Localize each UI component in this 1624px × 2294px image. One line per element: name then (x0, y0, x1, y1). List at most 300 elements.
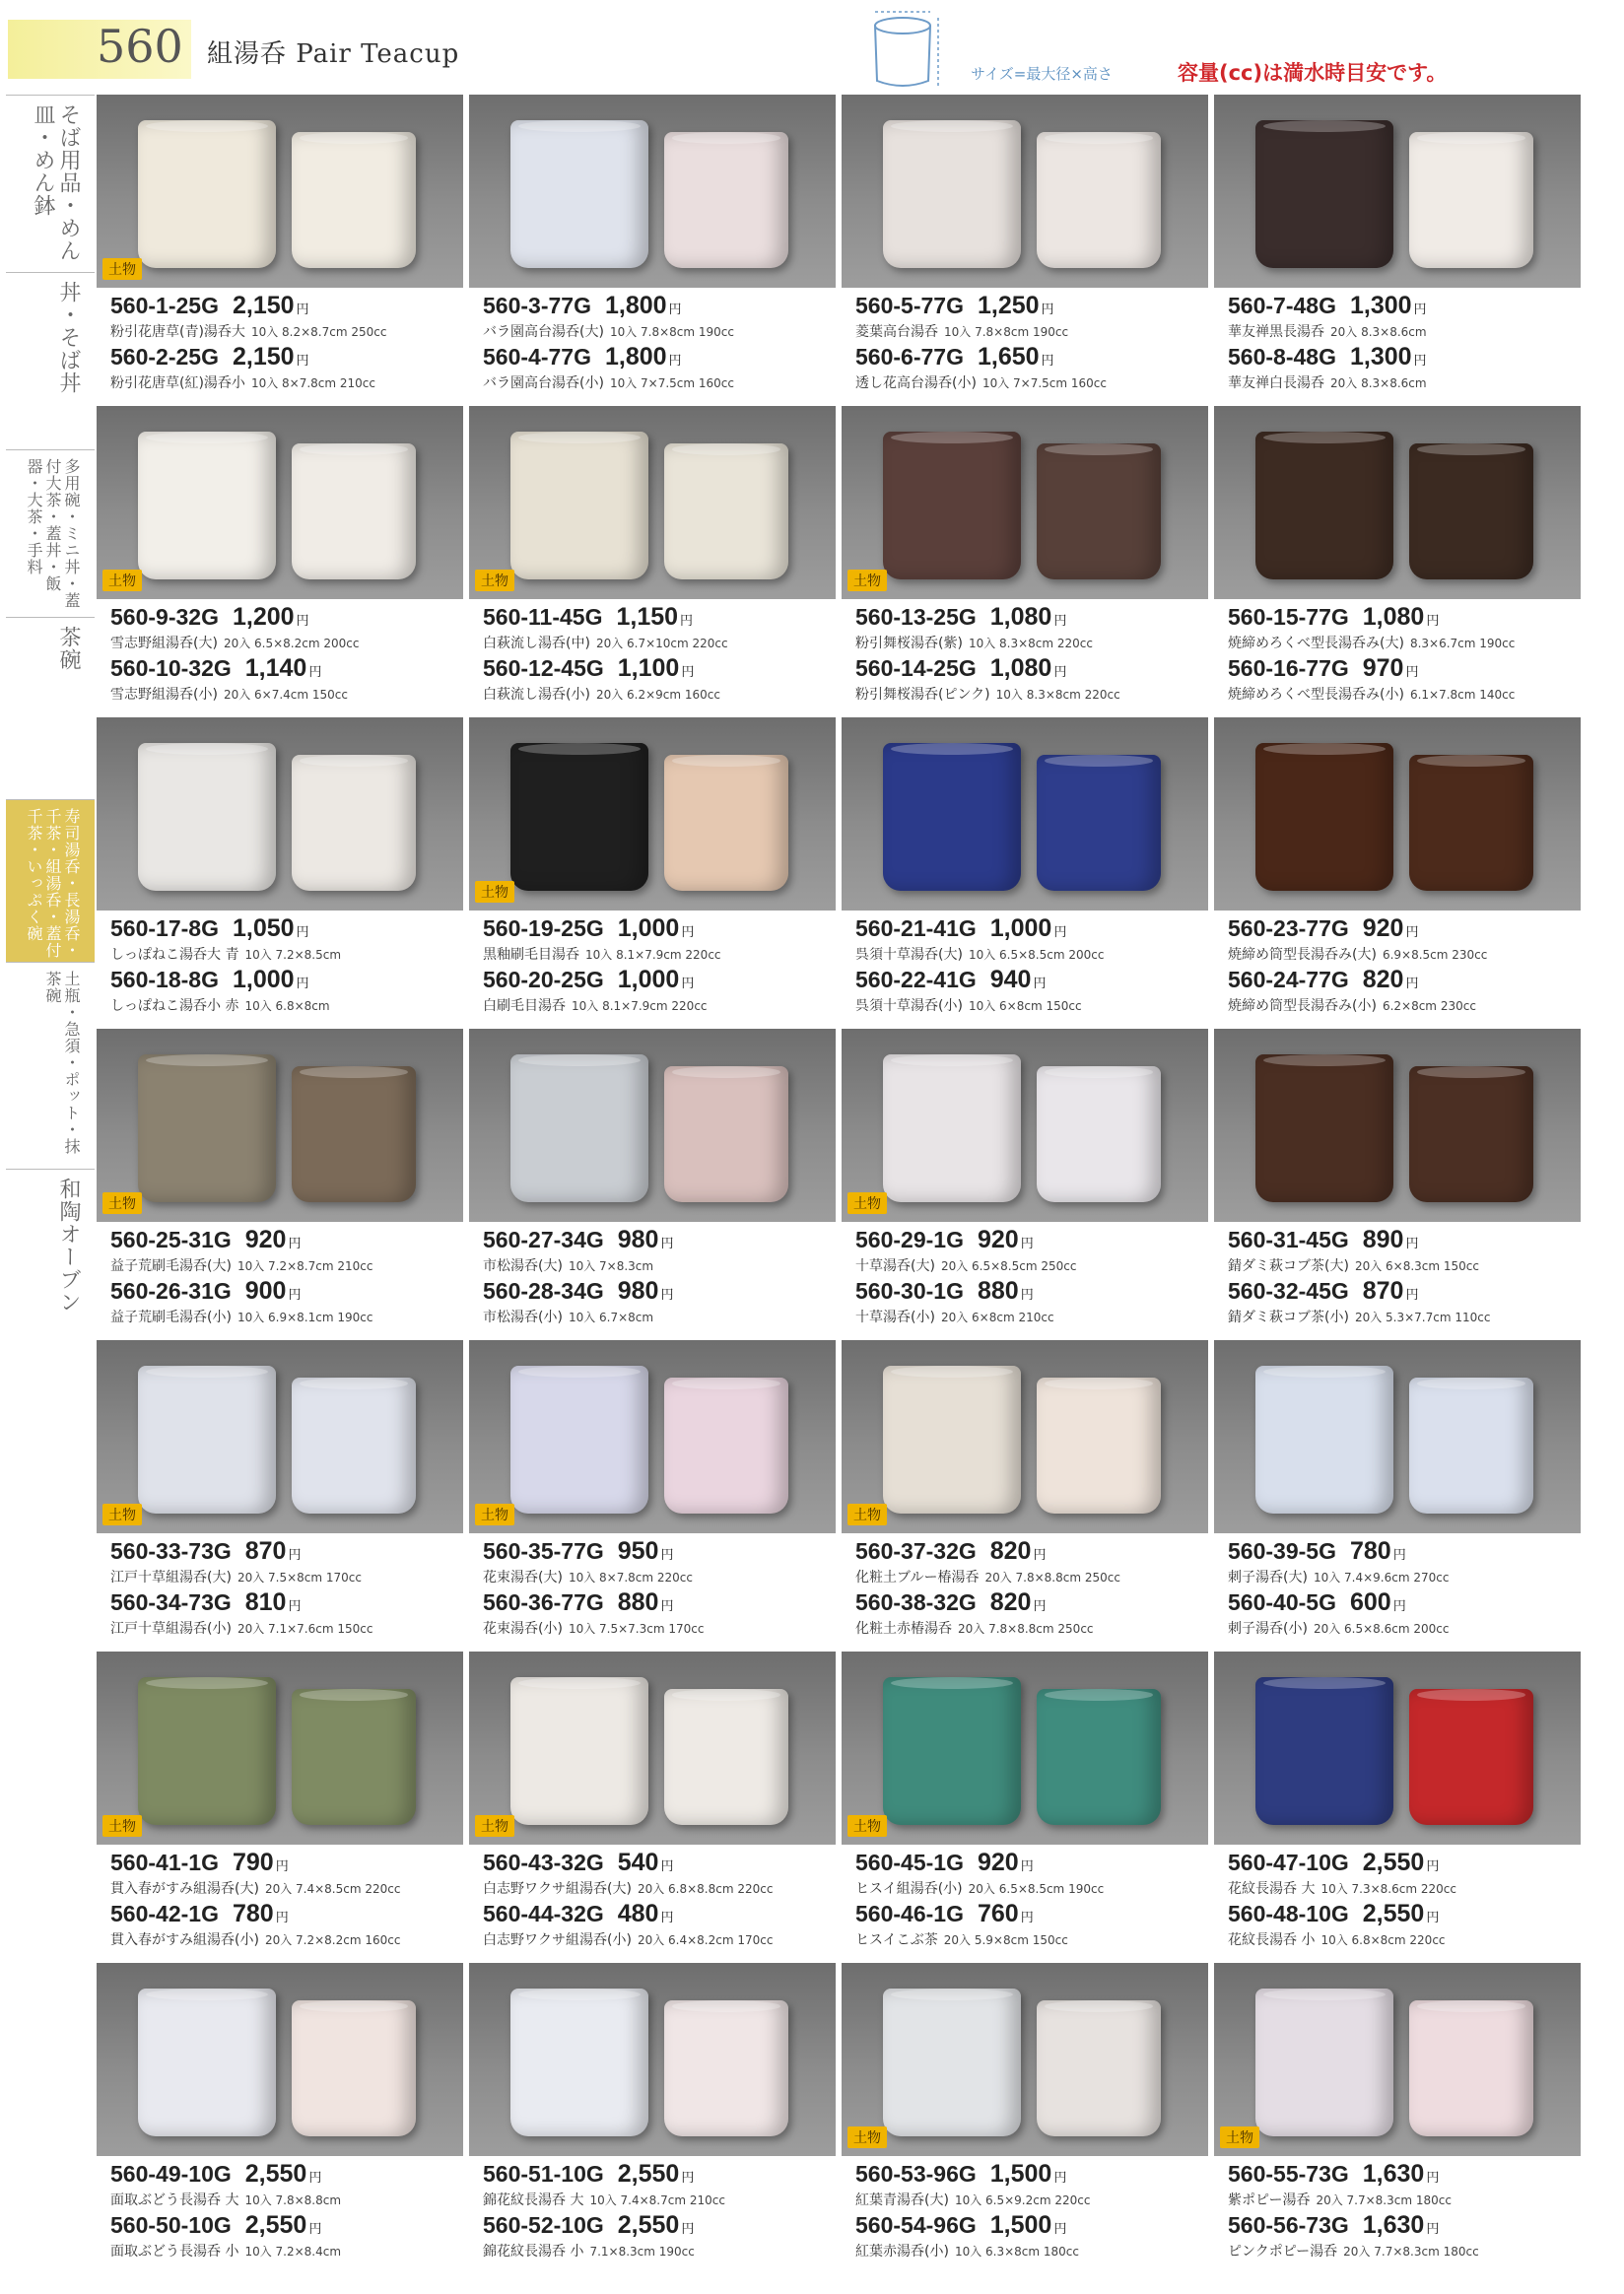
product-price: 980 円 (617, 1277, 674, 1305)
product-info (855, 1849, 1206, 1951)
product-code: 560-37-32G (855, 1538, 977, 1564)
product-card[interactable] (97, 406, 463, 717)
product-price: 1,000 円 (617, 914, 695, 942)
product-variant (1228, 1537, 1579, 1588)
product-name: 呉須十草湯呑(小) 10入 6×8cm 150cc (855, 998, 1082, 1014)
product-price: 760 円 (977, 1900, 1034, 1927)
product-info (855, 914, 1206, 1017)
product-price: 2,550 円 (1362, 1849, 1440, 1876)
product-price: 900 円 (244, 1277, 302, 1305)
product-code: 560-48-10G (1228, 1901, 1349, 1926)
product-spec: 10入 7.2×8.5cm (244, 948, 342, 962)
product-price: 2,550 円 (244, 2211, 322, 2239)
yen-suffix: 円 (275, 1858, 289, 1873)
product-card[interactable] (469, 1652, 836, 1963)
product-code: 560-1-25G (110, 293, 219, 318)
product-photo (842, 717, 1208, 911)
product-variant (855, 1900, 1206, 1951)
yen-suffix: 円 (681, 976, 695, 990)
side-nav-section[interactable] (6, 617, 95, 800)
product-code: 560-6-77G (855, 344, 964, 370)
product-variant (1228, 292, 1579, 343)
product-spec: 20入 6.5×8.5cm 250cc (940, 1259, 1077, 1273)
yen-suffix: 円 (296, 302, 309, 316)
teacup-image (138, 1054, 276, 1202)
product-spec: 20入 5.9×8cm 150cc (943, 1933, 1068, 1947)
product-spec: 20入 6.4×8.2cm 170cc (637, 1933, 774, 1947)
product-name: 錦花紋長湯呑 大 10入 7.4×8.7cm 210cc (483, 2193, 725, 2208)
product-variant (855, 2160, 1206, 2211)
product-spec: 20入 6×7.4cm 150cc (223, 688, 348, 702)
product-name: ピンクポピー湯呑 20入 7.7×8.3cm 180cc (1228, 2244, 1479, 2260)
page-title: 組湯呑 Pair Teacup (207, 39, 460, 69)
product-spec: 10入 8.1×7.9cm 220cc (585, 948, 721, 962)
product-photo (97, 1029, 463, 1222)
product-code: 560-24-77G (1228, 967, 1349, 992)
yen-suffix: 円 (1053, 2170, 1067, 2185)
product-code: 560-13-25G (855, 604, 977, 630)
product-spec: 10入 6.8×8cm 220cc (1320, 1933, 1446, 1947)
product-variant (855, 654, 1206, 706)
product-price: 1,300 円 (1349, 292, 1427, 319)
product-code: 560-4-77G (483, 344, 591, 370)
product-variant (1228, 654, 1579, 706)
product-variant (110, 966, 461, 1017)
product-price: 1,630 円 (1362, 2211, 1440, 2239)
earthenware-badge: 土物 (847, 2126, 887, 2148)
product-card[interactable] (1214, 1340, 1581, 1652)
teacup-image (664, 755, 788, 891)
product-variant (483, 1226, 834, 1277)
product-code: 560-42-1G (110, 1901, 219, 1926)
product-price: 480 円 (617, 1900, 674, 1927)
product-photo (97, 1963, 463, 2156)
product-variant (483, 654, 834, 706)
product-price: 2,550 円 (617, 2160, 695, 2188)
product-variant (483, 1277, 834, 1328)
yen-suffix: 円 (1405, 976, 1419, 990)
product-price: 1,800 円 (604, 343, 682, 371)
product-price: 820 円 (989, 1537, 1047, 1565)
product-code: 560-2-25G (110, 344, 219, 370)
product-variant (1228, 2211, 1579, 2262)
product-code: 560-19-25G (483, 915, 604, 941)
product-info (855, 1537, 1206, 1640)
product-card[interactable] (97, 1029, 463, 1340)
product-info (855, 292, 1206, 394)
product-card[interactable] (469, 1340, 836, 1652)
side-nav-label: 土瓶・急須・ポット・抹茶碗 (43, 971, 81, 1155)
product-card[interactable] (1214, 1963, 1581, 2274)
product-card[interactable] (469, 406, 836, 717)
product-code: 560-43-32G (483, 1850, 604, 1875)
yen-suffix: 円 (288, 1598, 302, 1613)
teacup-image (1409, 443, 1533, 579)
side-nav-section[interactable] (6, 272, 95, 450)
teacup-image (292, 1066, 416, 1202)
product-name: ヒスイこぶ茶 20入 5.9×8cm 150cc (855, 1932, 1068, 1948)
product-name: 面取ぶどう長湯呑 大 10入 7.8×8.8cm (110, 2193, 342, 2208)
product-code: 560-21-41G (855, 915, 977, 941)
product-spec: 20入 7.7×8.3cm 180cc (1316, 2193, 1452, 2207)
product-info (483, 1849, 834, 1951)
product-variant (1228, 1226, 1579, 1277)
yen-suffix: 円 (1033, 1547, 1047, 1562)
product-variant (855, 2211, 1206, 2262)
yen-suffix: 円 (1041, 302, 1054, 316)
yen-suffix: 円 (660, 1287, 674, 1302)
product-card[interactable] (97, 1963, 463, 2274)
product-info (1228, 2160, 1579, 2262)
earthenware-badge: 土物 (847, 1192, 887, 1214)
product-card[interactable] (842, 1652, 1208, 1963)
product-price: 920 円 (1362, 914, 1419, 942)
product-card[interactable] (97, 1340, 463, 1652)
product-spec: 10入 7.2×8.4cm (244, 2245, 342, 2259)
product-spec: 20入 7.7×8.3cm 180cc (1343, 2245, 1479, 2259)
product-code: 560-31-45G (1228, 1227, 1349, 1252)
product-price: 2,550 円 (617, 2211, 695, 2239)
earthenware-badge: 土物 (847, 570, 887, 591)
product-name: 化粧土ブルー椿湯呑 20入 7.8×8.8cm 250cc (855, 1570, 1120, 1586)
teacup-image (883, 1366, 1021, 1514)
product-code: 560-7-48G (1228, 293, 1336, 318)
product-price: 1,250 円 (977, 292, 1054, 319)
product-spec: 10入 7.5×7.3cm 170cc (568, 1622, 705, 1636)
product-info (483, 292, 834, 394)
teacup-image (510, 1677, 648, 1825)
yen-suffix: 円 (1405, 924, 1419, 939)
product-code: 560-52-10G (483, 2212, 604, 2238)
side-nav-section[interactable] (6, 95, 95, 273)
product-card[interactable] (1214, 1652, 1581, 1963)
product-spec: 20入 5.3×7.7cm 110cc (1354, 1311, 1491, 1324)
product-spec: 10入 7×8.3cm (568, 1259, 654, 1273)
product-spec: 20入 7.4×8.5cm 220cc (264, 1882, 401, 1896)
product-code: 560-28-34G (483, 1278, 604, 1304)
product-variant (483, 1849, 834, 1900)
product-card[interactable] (469, 1963, 836, 2274)
product-card[interactable] (842, 95, 1208, 406)
product-price: 1,050 円 (232, 914, 309, 942)
product-code: 560-54-96G (855, 2212, 977, 2238)
side-nav-label: 寿司湯呑・長湯呑・千茶・組湯呑・蓋付千茶・いっぷく碗 (25, 808, 81, 959)
product-name: 市松湯呑(大) 10入 7×8.3cm (483, 1258, 654, 1274)
yen-suffix: 円 (1020, 1287, 1034, 1302)
product-spec: 10入 8×7.8cm 220cc (568, 1571, 693, 1585)
product-card[interactable] (1214, 406, 1581, 717)
product-photo (842, 1963, 1208, 2156)
product-card[interactable] (469, 717, 836, 1029)
product-code: 560-29-1G (855, 1227, 964, 1252)
product-spec: 10入 7.8×8.8cm (244, 2193, 342, 2207)
teacup-image (883, 120, 1021, 268)
product-price: 920 円 (977, 1226, 1034, 1253)
product-price: 780 円 (232, 1900, 289, 1927)
product-code: 560-5-77G (855, 293, 964, 318)
product-name: ヒスイ組湯呑(小) 20入 6.5×8.5cm 190cc (855, 1881, 1105, 1897)
product-name: 粉引舞桜湯呑(紫) 10入 8.3×8cm 220cc (855, 636, 1093, 651)
product-variant (855, 1277, 1206, 1328)
product-card[interactable] (1214, 1029, 1581, 1340)
product-code: 560-50-10G (110, 2212, 232, 2238)
product-spec: 10入 8.1×7.9cm 220cc (572, 999, 708, 1013)
product-spec: 20入 6.7×10cm 220cc (595, 637, 728, 650)
product-spec: 10入 8×7.8cm 210cc (250, 376, 375, 390)
product-name: 雪志野組湯呑(大) 20入 6.5×8.2cm 200cc (110, 636, 360, 651)
product-card[interactable] (97, 717, 463, 1029)
side-nav-label: そば用品・めん皿・めん鉢 (31, 103, 81, 262)
teacup-image (1409, 2000, 1533, 2136)
product-info (483, 914, 834, 1017)
product-price: 870 円 (244, 1537, 302, 1565)
product-info (855, 603, 1206, 706)
teacup-image (883, 1989, 1021, 2136)
product-price: 1,080 円 (989, 654, 1067, 682)
teacup-image (1037, 1689, 1161, 1825)
product-variant (1228, 1900, 1579, 1951)
product-code: 560-22-41G (855, 967, 977, 992)
product-name: 十草湯呑(大) 20入 6.5×8.5cm 250cc (855, 1258, 1077, 1274)
product-spec: 10入 6.8×8cm (244, 999, 330, 1013)
yen-suffix: 円 (660, 1598, 674, 1613)
product-variant (110, 1277, 461, 1328)
product-price: 600 円 (1349, 1588, 1406, 1616)
product-code: 560-47-10G (1228, 1850, 1349, 1875)
product-price: 1,080 円 (1362, 603, 1440, 631)
product-variant (1228, 1277, 1579, 1328)
product-price: 1,800 円 (604, 292, 682, 319)
product-name: 呉須十草湯呑(大) 10入 6.5×8.5cm 200cc (855, 947, 1105, 963)
yen-suffix: 円 (1033, 1598, 1047, 1613)
teacup-image (664, 1378, 788, 1514)
product-name: しっぽねこ湯呑小 赤 10入 6.8×8cm (110, 998, 330, 1014)
product-price: 1,000 円 (232, 966, 309, 993)
product-code: 560-53-96G (855, 2161, 977, 2187)
product-name: しっぽねこ湯呑大 青 10入 7.2×8.5cm (110, 947, 342, 963)
product-variant (483, 343, 834, 394)
product-card[interactable] (97, 95, 463, 406)
product-info (110, 1849, 461, 1951)
product-photo (469, 95, 836, 288)
product-variant (110, 292, 461, 343)
product-code: 560-18-8G (110, 967, 219, 992)
product-spec: 20入 8.3×8.6cm (1330, 325, 1427, 339)
teacup-image (138, 1677, 276, 1825)
product-code: 560-25-31G (110, 1227, 232, 1252)
page-number: 560 (97, 20, 183, 73)
product-spec: 6.9×8.5cm 230cc (1382, 948, 1488, 962)
yen-suffix: 円 (660, 1858, 674, 1873)
product-price: 790 円 (232, 1849, 289, 1876)
earthenware-badge: 土物 (475, 881, 514, 903)
yen-suffix: 円 (296, 976, 309, 990)
product-price: 920 円 (244, 1226, 302, 1253)
product-name: 錆ダミ萩コブ茶(小) 20入 5.3×7.7cm 110cc (1228, 1310, 1491, 1325)
product-price: 880 円 (977, 1277, 1034, 1305)
product-info (110, 603, 461, 706)
product-variant (110, 1537, 461, 1588)
teacup-image (138, 743, 276, 891)
earthenware-badge: 土物 (102, 570, 142, 591)
product-name: 十草湯呑(小) 20入 6×8cm 210cc (855, 1310, 1054, 1325)
teacup-image (138, 1366, 276, 1514)
teacup-image (664, 2000, 788, 2136)
product-price: 1,500 円 (989, 2211, 1067, 2239)
product-info (1228, 292, 1579, 394)
product-photo (1214, 1340, 1581, 1533)
product-price: 1,650 円 (977, 343, 1054, 371)
product-info (110, 1537, 461, 1640)
product-price: 1,500 円 (989, 2160, 1067, 2188)
product-name: 粉引舞桜湯呑(ピンク) 10入 8.3×8cm 220cc (855, 687, 1120, 703)
product-info (855, 2160, 1206, 2262)
earthenware-badge: 土物 (102, 1192, 142, 1214)
product-card[interactable] (842, 1963, 1208, 2274)
product-price: 2,150 円 (232, 343, 309, 371)
yen-suffix: 円 (1426, 1910, 1440, 1924)
product-code: 560-51-10G (483, 2161, 604, 2187)
earthenware-badge: 土物 (475, 570, 514, 591)
teacup-image (510, 743, 648, 891)
product-code: 560-11-45G (483, 604, 603, 630)
teacup-image (664, 1066, 788, 1202)
product-name: 華友禅白長湯呑 20入 8.3×8.6cm (1228, 375, 1427, 391)
product-info (1228, 603, 1579, 706)
product-spec: 10入 7.4×9.6cm 270cc (1313, 1571, 1450, 1585)
teacup-image (1037, 443, 1161, 579)
product-photo (1214, 1652, 1581, 1845)
product-photo (842, 95, 1208, 288)
product-price: 1,080 円 (989, 603, 1067, 631)
product-card[interactable] (842, 406, 1208, 717)
product-price: 950 円 (617, 1537, 674, 1565)
yen-suffix: 円 (680, 613, 694, 628)
product-card[interactable] (842, 1029, 1208, 1340)
product-code: 560-23-77G (1228, 915, 1349, 941)
teacup-image (292, 1378, 416, 1514)
teacup-image (883, 1677, 1021, 1825)
teacup-image (1255, 1054, 1393, 1202)
product-info (110, 292, 461, 394)
product-photo (97, 717, 463, 911)
product-variant (483, 2211, 834, 2262)
side-nav-section[interactable] (6, 449, 95, 618)
product-name: 花束湯呑(小) 10入 7.5×7.3cm 170cc (483, 1621, 705, 1637)
product-spec: 10入 8.3×8cm 220cc (968, 637, 1093, 650)
earthenware-badge: 土物 (475, 1504, 514, 1525)
product-name: 貫入春がすみ組湯呑(小) 20入 7.2×8.2cm 160cc (110, 1932, 401, 1948)
product-photo (469, 717, 836, 911)
product-code: 560-12-45G (483, 655, 604, 681)
product-card[interactable] (97, 1652, 463, 1963)
product-variant (1228, 966, 1579, 1017)
product-code: 560-27-34G (483, 1227, 604, 1252)
product-price: 820 円 (1362, 966, 1419, 993)
product-code: 560-55-73G (1228, 2161, 1349, 2187)
teacup-image (292, 1689, 416, 1825)
yen-suffix: 円 (296, 924, 309, 939)
product-price: 1,200 円 (232, 603, 309, 631)
yen-suffix: 円 (308, 664, 322, 679)
product-code: 560-17-8G (110, 915, 219, 941)
product-name: 菱葉高台湯呑 10入 7.8×8cm 190cc (855, 324, 1069, 340)
product-info (1228, 1849, 1579, 1951)
product-card[interactable] (1214, 717, 1581, 1029)
teacup-image (1037, 2000, 1161, 2136)
teacup-image (1255, 1366, 1393, 1514)
yen-suffix: 円 (1426, 613, 1440, 628)
product-name: 紫ポピー湯呑 20入 7.7×8.3cm 180cc (1228, 2193, 1452, 2208)
product-spec: 10入 7.8×8cm 190cc (944, 325, 1069, 339)
yen-suffix: 円 (1426, 1858, 1440, 1873)
product-price: 780 円 (1349, 1537, 1406, 1565)
yen-suffix: 円 (660, 1910, 674, 1924)
product-spec: 20入 7.5×8cm 170cc (237, 1571, 362, 1585)
product-photo (1214, 1029, 1581, 1222)
yen-suffix: 円 (1392, 1598, 1406, 1613)
product-card[interactable] (469, 1029, 836, 1340)
yen-suffix: 円 (1020, 1910, 1034, 1924)
product-variant (483, 914, 834, 966)
product-name: 華友禅黒長湯呑 20入 8.3×8.6cm (1228, 324, 1427, 340)
product-name: バラ園高台湯呑(小) 10入 7×7.5cm 160cc (483, 375, 734, 391)
product-name: 市松湯呑(小) 10入 6.7×8cm (483, 1310, 654, 1325)
product-variant (1228, 603, 1579, 654)
product-code: 560-39-5G (1228, 1538, 1336, 1564)
product-info (483, 603, 834, 706)
product-variant (110, 2160, 461, 2211)
capacity-note: 容量(cc)は満水時目安です。 (1178, 61, 1448, 85)
product-name: 白志野ワクサ組湯呑(小) 20入 6.4×8.2cm 170cc (483, 1932, 774, 1948)
side-nav-section[interactable] (6, 962, 95, 1170)
product-code: 560-30-1G (855, 1278, 964, 1304)
teacup-image (664, 132, 788, 268)
product-variant (1228, 1588, 1579, 1640)
product-photo (97, 406, 463, 599)
side-nav-section[interactable] (6, 1169, 95, 1327)
yen-suffix: 円 (1053, 2221, 1067, 2236)
teacup-image (510, 1054, 648, 1202)
product-variant (1228, 914, 1579, 966)
product-name: 化粧土赤椿湯呑 20入 7.8×8.8cm 250cc (855, 1621, 1094, 1637)
yen-suffix: 円 (668, 353, 682, 368)
teacup-image (1037, 132, 1161, 268)
product-variant (1228, 343, 1579, 394)
side-nav-section[interactable] (6, 799, 95, 963)
product-info (110, 1226, 461, 1328)
product-price: 940 円 (989, 966, 1047, 993)
product-card[interactable] (842, 1340, 1208, 1652)
product-card[interactable] (842, 717, 1208, 1029)
product-card[interactable] (469, 95, 836, 406)
product-spec: 10入 6.3×8cm 180cc (954, 2245, 1079, 2259)
yen-suffix: 円 (1053, 924, 1067, 939)
earthenware-badge: 土物 (847, 1815, 887, 1837)
teacup-image (883, 743, 1021, 891)
yen-suffix: 円 (660, 1236, 674, 1250)
yen-suffix: 円 (681, 2221, 695, 2236)
product-name: 焼締めろくべ型長湯呑み(小) 6.1×7.8cm 140cc (1228, 687, 1516, 703)
product-variant (855, 1226, 1206, 1277)
product-name: 白志野ワクサ組湯呑(大) 20入 6.8×8.8cm 220cc (483, 1881, 774, 1897)
product-card[interactable] (1214, 95, 1581, 406)
product-variant (855, 343, 1206, 394)
product-spec: 10入 6.5×8.5cm 200cc (968, 948, 1105, 962)
side-nav-label: 多用碗・ミニ丼・蓋付大茶・蓋丼・飯器・大茶・手料 (25, 458, 81, 609)
product-variant (483, 292, 834, 343)
product-price: 870 円 (1362, 1277, 1419, 1305)
